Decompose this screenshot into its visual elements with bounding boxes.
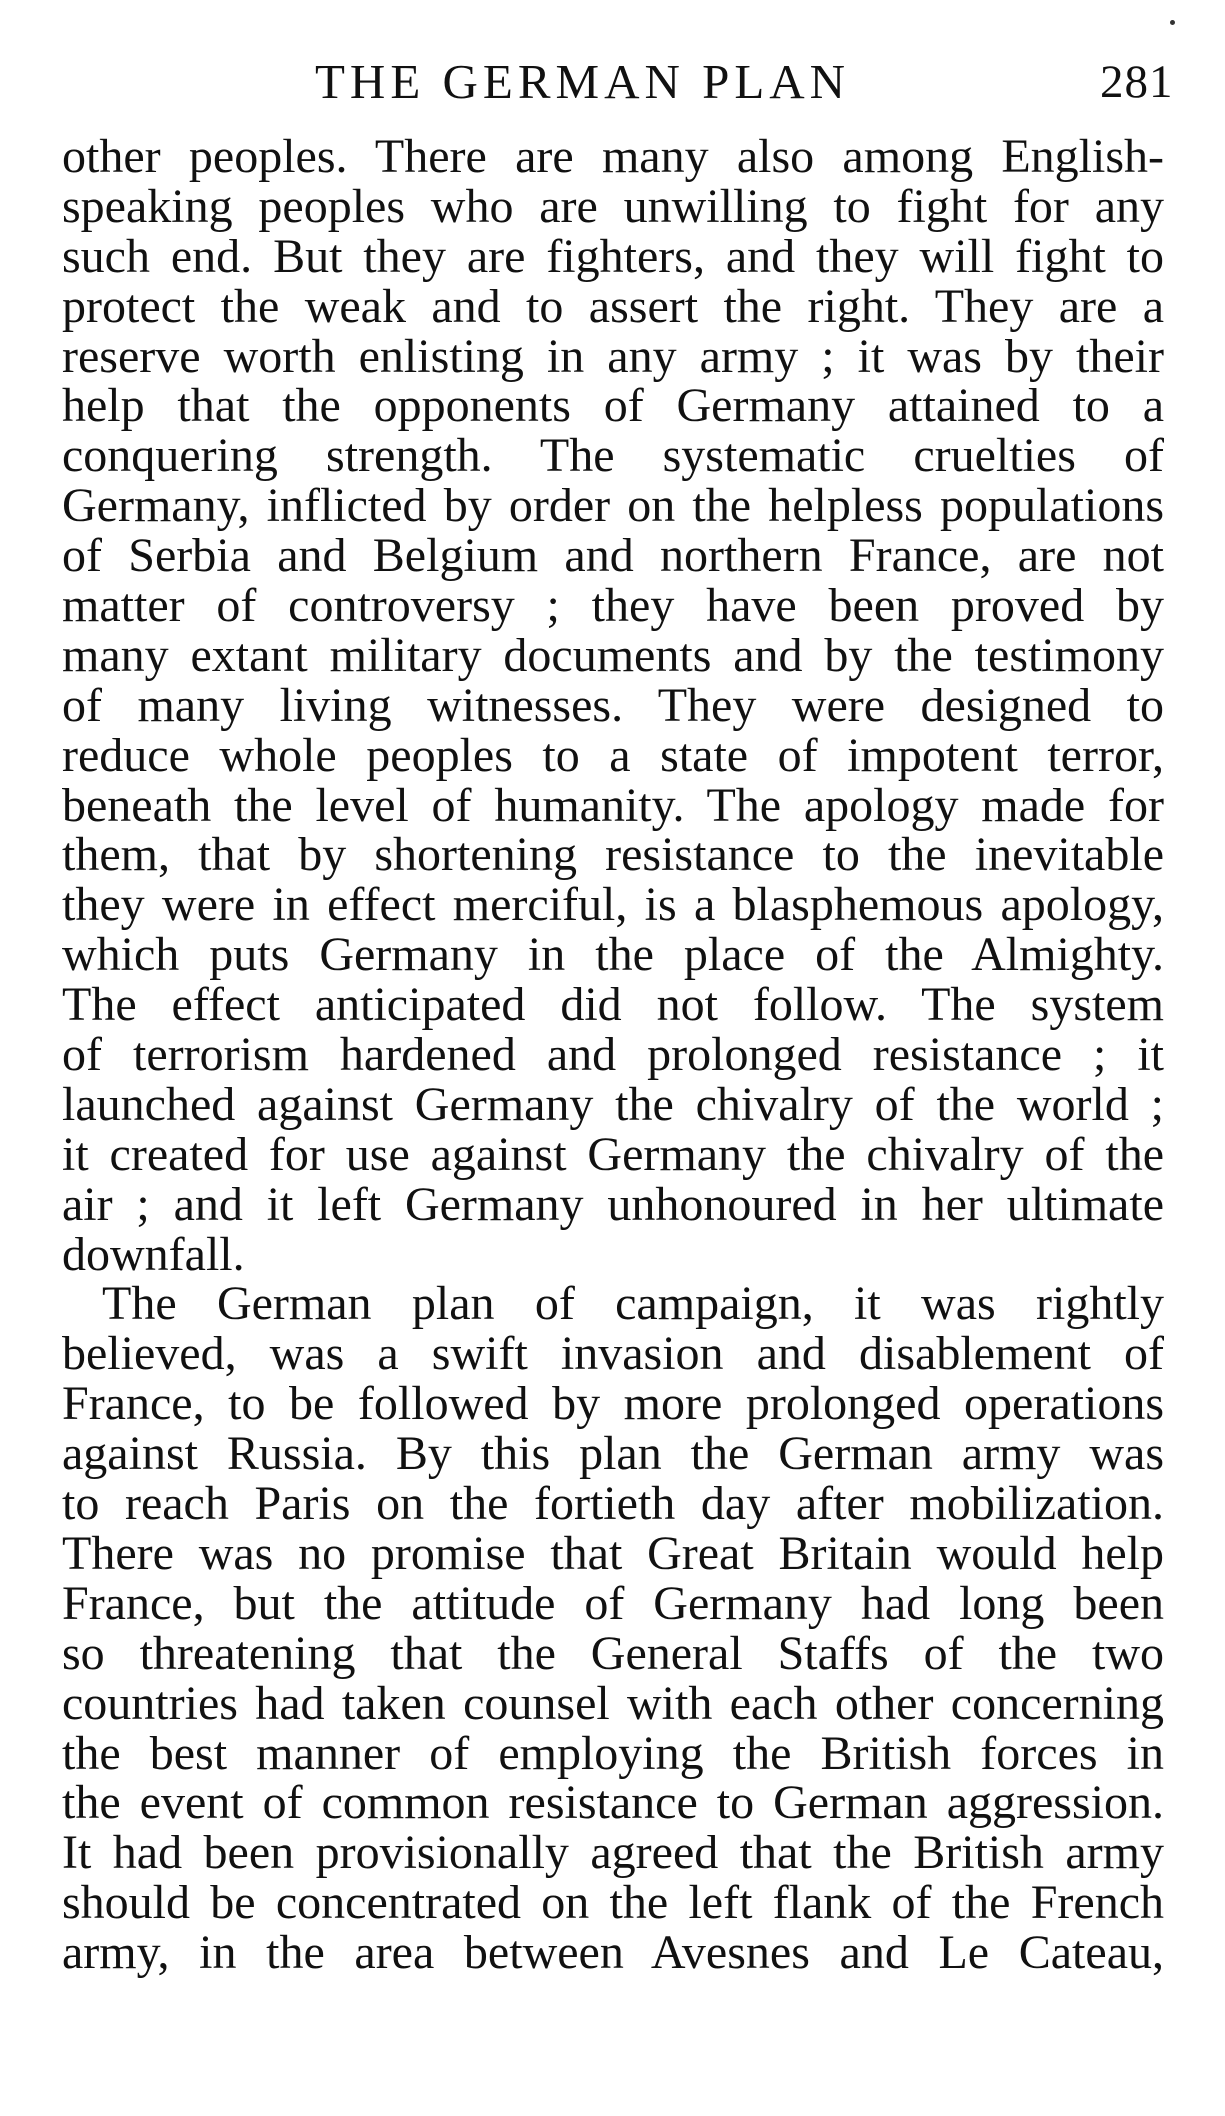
text-line: against Russia. By this plan the German army was (62, 1427, 1164, 1481)
text-line: The effect anticipated did not follow. The system (62, 978, 1164, 1032)
text-line: conquering strength. The systematic cruelties of (62, 429, 1164, 483)
text-line: reserve worth enlisting in any army ; it was by their (62, 329, 1164, 383)
paragraph-1 (62, 132, 1164, 1279)
text-line: such end. But they are fighters, and they will fight to (62, 229, 1164, 283)
text-line: they were in effect merciful, is a blasphemous apology, (62, 878, 1164, 932)
text-line: launched against Germany the chivalry of the world ; (62, 1077, 1164, 1131)
text-line: The German plan of campaign, it was rightly (102, 1277, 1164, 1331)
text-line: should be concentrated on the left flank of the French (62, 1876, 1164, 1930)
text-line: matter of controversy ; they have been proved by (62, 579, 1164, 633)
running-title: THE GERMAN PLAN (315, 54, 851, 109)
text-line: It had been provisionally agreed that the British army (62, 1826, 1164, 1880)
page-number: 281 (1100, 56, 1174, 108)
text-line: speaking peoples who are unwilling to fight for any (62, 179, 1164, 233)
text-line: downfall. (62, 1227, 245, 1281)
text-line: army, in the area between Avesnes and Le Cateau, (62, 1926, 1164, 1980)
text-line: the event of common resistance to German aggression. (62, 1776, 1164, 1830)
text-line: There was no promise that Great Britain would help (62, 1526, 1164, 1580)
body-text (62, 132, 1164, 1978)
page-speck-mark (1170, 20, 1175, 25)
text-line: countries had taken counsel with each other concerning (62, 1676, 1164, 1730)
text-line: to reach Paris on the fortieth day after mobilization. (62, 1477, 1164, 1531)
text-line: other peoples. There are many also among English- (62, 130, 1164, 183)
paragraph-2 (62, 1277, 1164, 1980)
text-line: beneath the level of humanity. The apology made for (62, 778, 1164, 832)
text-line: France, to be followed by more prolonged operations (62, 1377, 1164, 1431)
text-line: help that the opponents of Germany attained to a (62, 379, 1164, 433)
text-line: the best manner of employing the British forces in (62, 1726, 1164, 1780)
text-line: of terrorism hardened and prolonged resistance ; it (62, 1028, 1164, 1082)
text-line: them, that by shortening resistance to the inevitable (62, 828, 1164, 882)
text-line: many extant military documents and by the testimony (62, 628, 1164, 682)
text-line: of many living witnesses. They were designed to (62, 678, 1164, 732)
text-line: Germany, inflicted by order on the helpless populations (62, 479, 1164, 533)
running-head (0, 52, 1225, 112)
text-line: it created for use against Germany the chivalry of the (62, 1127, 1164, 1181)
text-line: air ; and it left Germany unhonoured in her ultimate (62, 1177, 1164, 1231)
text-line: of Serbia and Belgium and northern France, are not (62, 529, 1164, 583)
text-line: protect the weak and to assert the right. They are a (62, 279, 1164, 333)
text-line: France, but the attitude of Germany had long been (62, 1576, 1164, 1630)
text-line: so threatening that the General Staffs of the two (62, 1626, 1164, 1680)
text-line: believed, was a swift invasion and disablement of (62, 1327, 1164, 1381)
text-line: which puts Germany in the place of the Almighty. (62, 928, 1164, 982)
text-line: reduce whole peoples to a state of impotent terror, (62, 728, 1164, 782)
